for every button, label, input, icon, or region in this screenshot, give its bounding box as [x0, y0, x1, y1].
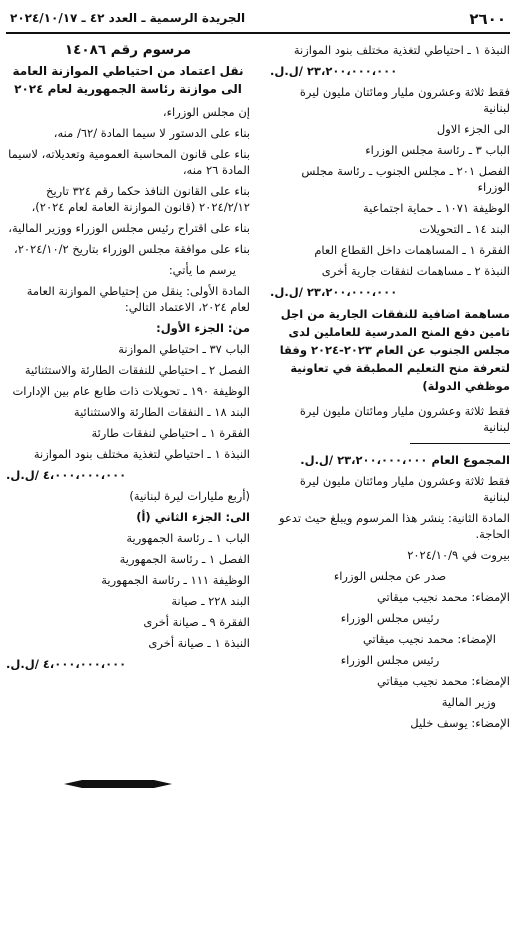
text-line: إن مجلس الوزراء، [162, 105, 250, 119]
amount-line: ٤،٠٠٠،٠٠٠،٠٠٠ /ل.ل. [6, 468, 127, 482]
signature-line: الإمضاء: محمد نجيب ميقاتي [376, 590, 510, 604]
decree-number: مرسوم رقم ١٤٠٨٦ [64, 42, 192, 58]
total-rule [410, 443, 510, 444]
text-line: البند ٢٢٨ ـ صيانة [171, 594, 250, 608]
text-line: الفصل ٢٠١ ـ مجلس الجنوب ـ رئاسة مجلس الوزراء [301, 164, 510, 194]
text-line: يرسم ما يأتي: [168, 263, 236, 277]
text-line: الوظيفة ١٩٠ ـ تحويلات ذات طابع عام بين الإدارات [12, 384, 250, 398]
to-heading: الى: الجزء الثاني (أ) [136, 510, 250, 524]
text-line: الباب ١ ـ رئاسة الجمهورية [126, 531, 250, 545]
amount-words: (أربع مليارات ليرة لبنانية) [129, 489, 250, 503]
text-line: الوظيفة ١٠٧١ ـ حماية اجتماعية [362, 201, 510, 215]
text-line: فقط ثلاثة وعشرون مليار ومائتان مليون ليرة لبنانية [299, 404, 510, 434]
amount-line: ٢٣،٢٠٠،٠٠٠،٠٠٠ /ل.ل. [270, 285, 398, 299]
from-heading: من: الجزء الأول: [156, 321, 250, 335]
page-header [6, 8, 510, 30]
end-of-text-bar [64, 780, 172, 788]
text-line: بناء على القانون النافذ حكما رقم ٣٢٤ تاريخ ٢٠٢٤/٢/١٢ (قانون الموازنة العامة لعام ٢٠٢٤)، [31, 184, 250, 214]
article-two: المادة الثانية: ينشر هذا المرسوم ويبلغ حيث تدعو الحاجة. [279, 511, 510, 541]
signature-line: الإمضاء: محمد نجيب ميقاتي [376, 674, 510, 688]
text-line: الباب ٣ ـ رئاسة مجلس الوزراء [365, 143, 510, 157]
decree-title: نقل اعتماد من احتياطي الموازنة العامة الى موازنة رئاسة الجمهورية لعام ٢٠٢٤ [12, 64, 244, 96]
text-line: الفصل ١ ـ رئاسة الجمهورية [119, 552, 250, 566]
text-line: النبذة ١ ـ احتياطي لتغذية مختلف بنود الموازنة [293, 43, 510, 57]
text-line: الفصل ٢ ـ احتياطي للنفقات الطارئة والاستثنائية [24, 363, 250, 377]
signatory-title: رئيس مجلس الوزراء [340, 611, 440, 625]
signatory-title: رئيس مجلس الوزراء [340, 653, 440, 667]
text-line: البند ١٨ ـ النفقات الطارئة والاستثنائية [73, 405, 250, 419]
amount-line: ٢٣،٢٠٠،٠٠٠،٠٠٠ /ل.ل. [270, 64, 398, 78]
header-rule [6, 32, 510, 34]
issue-date: بيروت في ٢٠٢٤/١٠/٩ [407, 548, 510, 562]
contribution-note: مساهمة اضافية للنفقات الجارية من اجل تامين دفع المنح المدرسية للعاملين لدى مجلس الجنوب عن العام ٢٠٢٣-٢٠٢٤ وفقا لتعرفة منح التعليم المطبقة في تعاونية موظفي الدولة) [279, 307, 510, 393]
text-line: الباب ٣٧ ـ احتياطي الموازنة [118, 342, 250, 356]
left-column [6, 42, 250, 677]
issued-by: صدر عن مجلس الوزراء [333, 569, 447, 583]
signature-line: الإمضاء: يوسف خليل [410, 716, 510, 730]
text-line: الفقرة ١ ـ احتياطي لنفقات طارئة [91, 426, 250, 440]
text-line: النبذة ١ ـ احتياطي لتغذية مختلف بنود الموازنة [33, 447, 250, 461]
page-number: ٢٦٠٠ [469, 10, 506, 28]
signatory-title: وزير المالية [441, 695, 496, 709]
text-line: فقط ثلاثة وعشرون مليار ومائتان مليون ليرة لبنانية [299, 474, 510, 504]
grand-total-line: المجموع العام ٢٣،٢٠٠،٠٠٠،٠٠٠ /ل.ل. [300, 453, 510, 467]
text-line: بناء على اقتراح رئيس مجلس الوزراء ووزير المالية، [8, 221, 250, 235]
text-line: الوظيفة ١١١ ـ رئاسة الجمهورية [101, 573, 250, 587]
amount-line: ٤،٠٠٠،٠٠٠،٠٠٠ /ل.ل. [6, 657, 127, 671]
text-line: البند ١٤ ـ التحويلات [419, 222, 510, 236]
right-column [270, 42, 510, 736]
text-line: الى الجزء الاول [436, 122, 510, 136]
text-line: بناء على الدستور لا سيما المادة /٦٢/ منه، [53, 126, 250, 140]
article-one: المادة الأولى: ينقل من إحتياطي الموازنة العامة لعام ٢٠٢٤، الاعتماد التالي: [26, 284, 250, 314]
text-line: النبذة ٢ ـ مساهمات لنفقات جارية أخرى [321, 264, 510, 278]
text-line: فقط ثلاثة وعشرون مليار ومائتان مليون ليرة لبنانية [299, 85, 510, 115]
text-line: بناء على قانون المحاسبة العمومية وتعديلاته، لاسيما المادة ٢٦ منه، [8, 147, 250, 177]
text-line: النبذة ١ ـ صيانة أخرى [148, 636, 250, 650]
text-line: بناء على موافقة مجلس الوزراء بتاريخ ٢٠٢٤/١٠/٢، [13, 242, 250, 256]
text-line: الفقرة ٩ ـ صيانة أخرى [143, 615, 250, 629]
signature-line: الإمضاء: محمد نجيب ميقاتي [362, 632, 496, 646]
text-line: الفقرة ١ ـ المساهمات داخل القطاع العام [314, 243, 510, 257]
journal-title: الجريدة الرسمية ـ العدد ٤٢ ـ ٢٠٢٤/١٠/١٧ [10, 11, 246, 25]
